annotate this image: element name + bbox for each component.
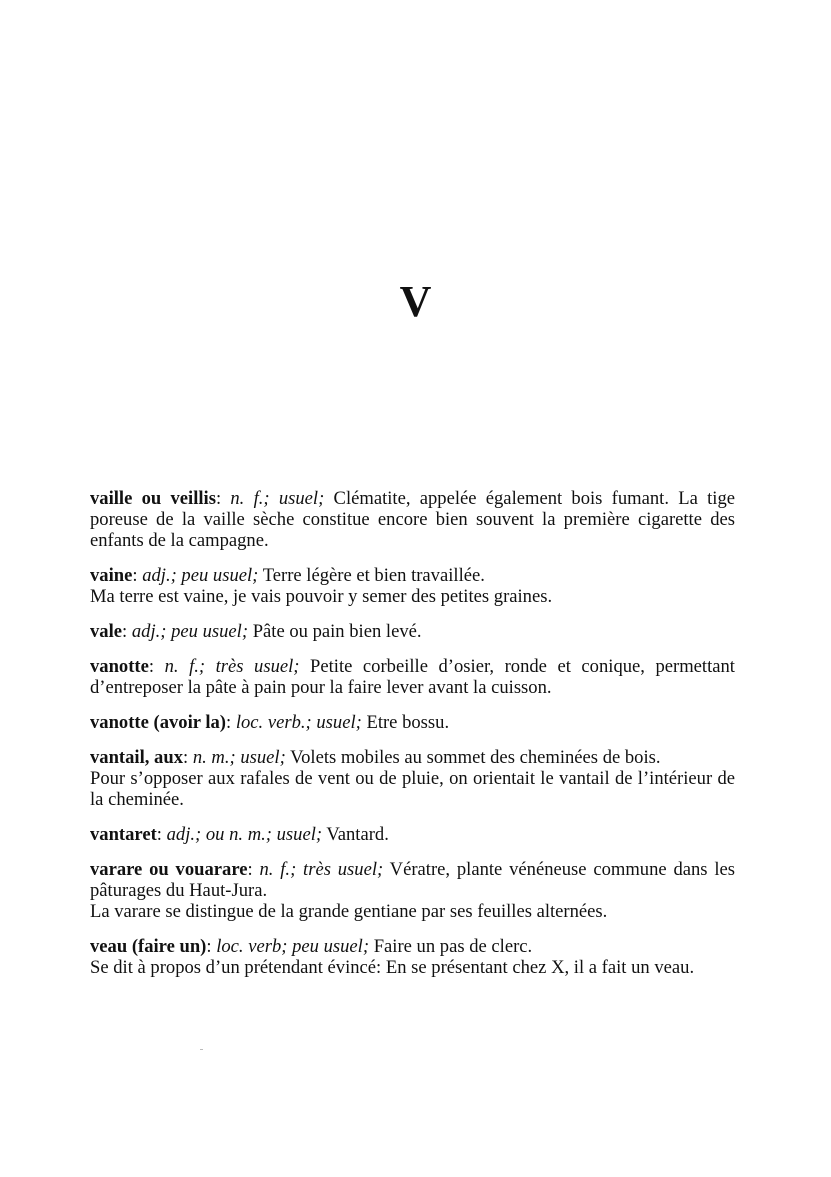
- section-letter: V: [399, 277, 432, 326]
- entry-headword: vaine: [90, 565, 133, 586]
- entry-grammar: adj.; peu usuel;: [142, 565, 259, 586]
- headword-colon: :: [156, 824, 167, 845]
- entry-definition: Vératre, plante vénéneuse commune dans les pâturages du Haut-Jura.: [90, 859, 735, 901]
- dictionary-entry: [90, 824, 735, 845]
- entry-definition: Terre légère et bien travaillée.: [262, 565, 485, 586]
- entry-definition-line: [90, 488, 735, 551]
- dictionary-entry: [90, 712, 735, 733]
- entry-example: Pour s’opposer aux rafales de vent ou de pluie, on orientait le vantail de l’intérieur de la cheminée.: [90, 768, 735, 810]
- scan-speck: [200, 1049, 203, 1050]
- entry-definition: Faire un pas de clerc.: [373, 936, 533, 957]
- headword-colon: :: [122, 621, 132, 642]
- entry-headword: vale: [90, 621, 123, 642]
- headword-colon: :: [206, 936, 217, 957]
- entry-headword: vantail, aux: [90, 747, 183, 768]
- dictionary-entries: [90, 488, 735, 992]
- entry-grammar: n. m.; usuel;: [192, 747, 286, 768]
- entry-example: Se dit à propos d’un prétendant évincé: En se présentant chez X, il a fait un veau.: [90, 957, 695, 978]
- entry-grammar: adj.; peu usuel;: [131, 621, 249, 642]
- entry-headword: veau (faire un): [90, 936, 207, 957]
- entry-definition: Pâte ou pain bien levé.: [252, 621, 422, 642]
- entry-example: Ma terre est vaine, je vais pouvoir y semer des petites graines.: [90, 586, 553, 607]
- entry-headword: vaille ou veillis: [90, 488, 216, 509]
- entry-definition-line: [90, 712, 735, 733]
- entry-grammar: adj.; ou n. m.; usuel;: [166, 824, 323, 845]
- entry-grammar: loc. verb.; usuel;: [235, 712, 362, 733]
- dictionary-entry: [90, 621, 735, 642]
- entry-grammar: n. f.; très usuel;: [259, 859, 384, 880]
- entry-definition-line: [90, 565, 735, 586]
- entry-example: La varare se distingue de la grande gentiane par ses feuilles alternées.: [90, 901, 608, 922]
- entry-definition-line: [90, 621, 735, 642]
- entry-definition: Volets mobiles au sommet des cheminées de bois.: [290, 747, 661, 768]
- entry-definition-line: [90, 936, 735, 957]
- entry-headword: vanotte: [90, 656, 149, 677]
- headword-colon: :: [247, 859, 260, 880]
- dictionary-entry: [90, 936, 735, 978]
- headword-colon: :: [183, 747, 193, 768]
- dictionary-entry: [90, 565, 735, 607]
- entry-definition-line: [90, 656, 735, 698]
- entry-definition-line: [90, 859, 735, 901]
- dictionary-entry: [90, 747, 735, 810]
- dictionary-entry: [90, 859, 735, 922]
- entry-grammar: n. f.; usuel;: [230, 488, 325, 509]
- headword-colon: :: [226, 712, 236, 733]
- entry-definition-line: [90, 747, 735, 768]
- headword-colon: :: [132, 565, 143, 586]
- entry-definition: Vantard.: [326, 824, 389, 845]
- entry-definition: Etre bossu.: [366, 712, 450, 733]
- entry-headword: vantaret: [90, 824, 157, 845]
- entry-example: La tige poreuse de la vaille sèche constitue encore bien souvent la première cigarette des enfants de la campagne.: [90, 488, 735, 551]
- entry-grammar: loc. verb; peu usuel;: [216, 936, 370, 957]
- headword-colon: :: [148, 656, 165, 677]
- entry-definition-line: [90, 824, 735, 845]
- entry-headword: vanotte (avoir la): [90, 712, 226, 733]
- entry-headword: varare ou vouarare: [90, 859, 248, 880]
- dictionary-entry: [90, 488, 735, 551]
- headword-colon: :: [215, 488, 231, 509]
- dictionary-entry: [90, 656, 735, 698]
- entry-grammar: n. f.; très usuel;: [164, 656, 300, 677]
- entry-definition: Petite corbeille d’osier, ronde et conique, permettant d’entreposer la pâte à pain pour la faire lever avant la cuisson.: [90, 656, 735, 698]
- entry-definition: Clématite, appelée également bois fumant.: [333, 488, 669, 509]
